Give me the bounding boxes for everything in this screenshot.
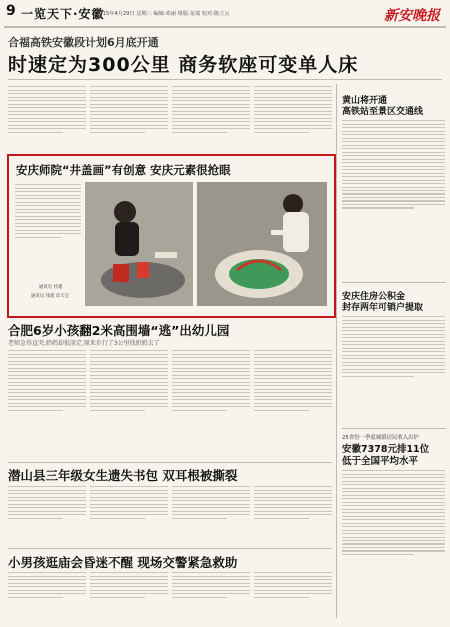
right-rule-2 [342, 428, 446, 429]
income-body [342, 468, 445, 618]
lead-headline: 时速定为300公里 商务软座可变单人床 [8, 54, 359, 76]
photo-student-painting [85, 182, 193, 306]
featured-story-box [7, 154, 336, 318]
well-cover-credit-1: 通讯员 杜建 [39, 285, 63, 290]
temple-body-col3 [172, 570, 250, 622]
section-title: 一览天下·安徽 [21, 7, 105, 21]
page-header [0, 0, 450, 27]
girl-body-col2 [90, 484, 168, 546]
temple-body-col1 [8, 570, 86, 622]
lead-rule [8, 79, 442, 80]
fund-body [342, 314, 445, 422]
mid-rule [8, 462, 332, 463]
boy-body-col2 [90, 348, 168, 460]
well-cover-credit-2: 通讯员 钱延 章天宝 [31, 294, 69, 299]
lower-rule [8, 548, 332, 549]
temple-body-col2 [90, 570, 168, 622]
temple-body-col4 [254, 570, 332, 622]
photo-illustration-2 [197, 182, 327, 306]
newspaper-logo: 新安晚报 [384, 8, 440, 24]
girl-story-title: 潜山县三年级女生遗失书包 双耳根被撕裂 [8, 468, 238, 483]
boy-body-col4 [254, 348, 332, 460]
huangshan-title-2: 高铁站至景区交通线 [342, 107, 424, 117]
lead-body-col3 [172, 84, 250, 150]
column-divider [336, 84, 337, 618]
page-number: 9 [6, 3, 16, 19]
boy-escape-subtitle: 老师急得直哭,奶奶却很淡定,原来步行了3公里找奶奶去了 [8, 340, 160, 347]
lead-body-col1 [8, 84, 86, 150]
lead-body-col4 [254, 84, 332, 150]
fund-title-1: 安庆住房公积金 [342, 292, 406, 302]
issue-meta: 2015年4月29日 星期三 编辑:邓丽 组版:龙瑞 校对:陈立云 [96, 11, 230, 17]
income-title-2: 低于全国平均水平 [342, 456, 419, 467]
income-pretitle: 25省份一季度城镇居民收入出炉 [342, 435, 419, 441]
boy-body-col1 [8, 348, 86, 460]
girl-body-col4 [254, 484, 332, 546]
boy-body-col3 [172, 348, 250, 460]
fund-title-2: 封存两年可销户提取 [342, 303, 424, 313]
header-rule [4, 26, 446, 28]
girl-body-col1 [8, 484, 86, 546]
lead-body-col2 [90, 84, 168, 150]
photo-painted-well-cover [197, 182, 327, 306]
right-rule-1 [342, 282, 446, 283]
well-cover-body [15, 182, 81, 280]
huangshan-title-1: 黄山将开通 [342, 96, 388, 106]
income-title-1: 安徽7378元排11位 [342, 444, 430, 455]
photo-illustration-1 [85, 182, 193, 306]
boy-escape-title: 合肥6岁小孩翻2米高围墙“逃”出幼儿园 [8, 323, 230, 338]
lead-kicker: 合福高铁安徽段计划6月底开通 [8, 36, 159, 49]
huangshan-body [342, 118, 445, 276]
well-cover-title: 安庆师院“井盖画”有创意 安庆元素很抢眼 [16, 163, 231, 177]
temple-fair-title: 小男孩逛庙会昏迷不醒 现场交警紧急救助 [8, 555, 238, 570]
girl-body-col3 [172, 484, 250, 546]
